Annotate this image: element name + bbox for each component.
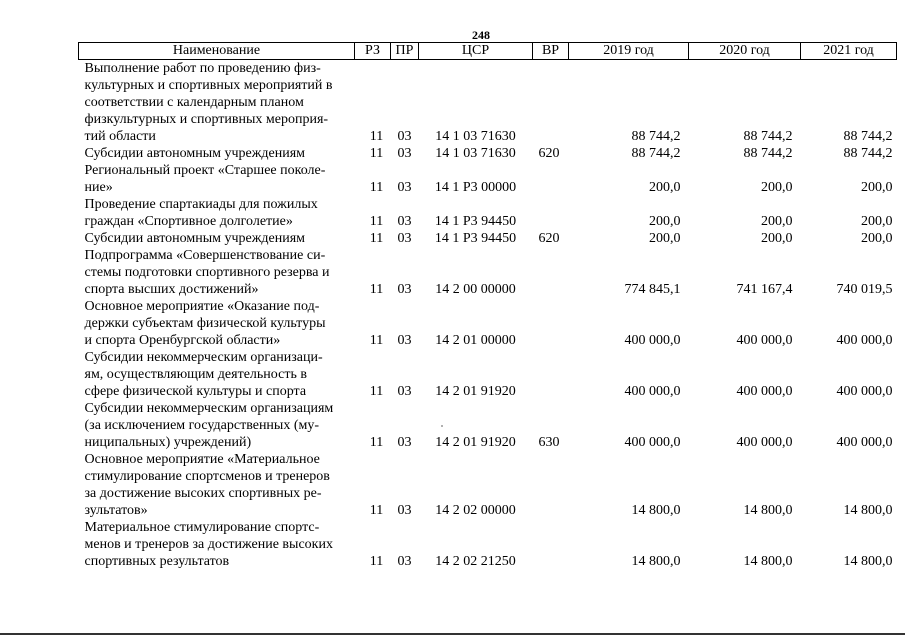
cell-rz: 11 (369, 214, 384, 229)
cell-y2021: 200,0 (861, 214, 893, 229)
cell-pr: 03 (397, 503, 412, 518)
cell-y2019: 200,0 (649, 180, 681, 195)
cell-csr: 14 2 01 91920 (435, 384, 516, 399)
cell-rz: 11 (369, 180, 384, 195)
cell-csr: 14 1 P3 94450 (434, 214, 517, 229)
cell-vr (533, 247, 569, 298)
table-row (79, 247, 897, 298)
cell-rz: 11 (369, 129, 384, 144)
cell-rz: 11 (369, 384, 384, 399)
cell-csr: 14 1 03 71630 (435, 129, 516, 144)
cell-y2021: 200,0 (861, 231, 893, 246)
cell-vr (533, 349, 569, 400)
cell-y2019: 200,0 (649, 214, 681, 229)
header-2019: 2019 год (569, 43, 689, 60)
row-name (79, 298, 355, 349)
cell-csr: 14 2 02 00000 (435, 503, 516, 518)
cell-y2020: 400 000,0 (736, 435, 793, 450)
row-name-line: стимулирование спортсменов и тренеров (84, 469, 330, 484)
table-row (79, 298, 897, 349)
row-name-line: держки субъектам физической культуры (84, 316, 326, 331)
cell-rz: 11 (369, 503, 384, 518)
cell-pr: 03 (397, 231, 412, 246)
cell-rz: 11 (369, 554, 384, 569)
page-number: 248 (472, 28, 490, 42)
cell-rz: 11 (369, 282, 384, 297)
row-name-line: стемы подготовки спортивного резерва и (84, 265, 330, 280)
cell-vr (533, 451, 569, 519)
cell-y2020: 14 800,0 (743, 554, 793, 569)
page-bottom-rule (0, 633, 905, 635)
row-name-line: Субсидии автономным учреждениям (84, 146, 306, 161)
cell-y2019: 14 800,0 (631, 503, 681, 518)
row-name (79, 247, 355, 298)
cell-csr: 14 1 03 71630 (435, 146, 516, 161)
row-name-line: тий области (84, 129, 156, 144)
table-row (79, 145, 897, 162)
row-name-line: менов и тренеров за достижение высоких (84, 537, 333, 552)
cell-vr: 620 (538, 231, 560, 246)
cell-rz: 11 (369, 231, 384, 246)
table-row (79, 230, 897, 247)
header-2020: 2020 год (689, 43, 801, 60)
table-row (79, 519, 897, 570)
cell-y2020: 400 000,0 (736, 384, 793, 399)
row-name-line: сфере физической культуры и спорта (84, 384, 307, 399)
row-name (79, 230, 355, 247)
cell-y2019: 88 744,2 (631, 129, 681, 144)
row-name (79, 519, 355, 570)
row-name-line: зультатов» (84, 503, 148, 518)
cell-y2020: 14 800,0 (743, 503, 793, 518)
cell-y2021: 400 000,0 (836, 333, 893, 348)
row-name-line: и спорта Оренбургской области» (84, 333, 281, 348)
cell-csr: 14 2 02 21250 (435, 554, 516, 569)
table-row (79, 400, 897, 451)
table-body (79, 60, 897, 571)
cell-csr: 14 2 01 00000 (435, 333, 516, 348)
cell-y2019: 774 845,1 (624, 282, 681, 297)
row-name (79, 400, 355, 451)
cell-y2020: 88 744,2 (743, 129, 793, 144)
cell-y2021: 88 744,2 (843, 146, 893, 161)
row-name-line: спортивных результатов (84, 554, 230, 569)
row-name-line: ние» (84, 180, 113, 195)
cell-csr: 14 2 00 00000 (435, 282, 516, 297)
cell-vr: 630 (538, 435, 560, 450)
row-name-line: Проведение спартакиады для пожилых (84, 197, 318, 212)
cell-y2019: 400 000,0 (624, 333, 681, 348)
row-name-line: Субсидии некоммерческим организаци- (84, 350, 323, 365)
cell-pr: 03 (397, 282, 412, 297)
cell-pr: 03 (397, 146, 412, 161)
cell-y2019: 14 800,0 (631, 554, 681, 569)
row-name-line: Субсидии некоммерческим организациям (84, 401, 334, 416)
row-name (79, 451, 355, 519)
header-csr: ЦСР (419, 43, 533, 60)
cell-y2020: 200,0 (761, 231, 793, 246)
cell-csr: 14 1 P3 94450 (434, 231, 517, 246)
table-row (79, 196, 897, 230)
cell-pr: 03 (397, 384, 412, 399)
cell-y2019: 400 000,0 (624, 435, 681, 450)
row-name-line: Материальное стимулирование спортс- (84, 520, 320, 535)
row-name-line: Основное мероприятие «Оказание под- (84, 299, 320, 314)
cell-y2021: 14 800,0 (843, 503, 893, 518)
cell-pr: 03 (397, 333, 412, 348)
cell-y2020: 200,0 (761, 214, 793, 229)
cell-y2019: 200,0 (649, 231, 681, 246)
cell-y2021: 740 019,5 (836, 282, 893, 297)
cell-vr (533, 162, 569, 196)
table-row (79, 162, 897, 196)
cell-y2019: 400 000,0 (624, 384, 681, 399)
cell-rz: 11 (369, 146, 384, 161)
row-name-line: (за исключением государственных (му- (84, 418, 320, 433)
cell-pr: 03 (397, 554, 412, 569)
cell-pr: 03 (397, 214, 412, 229)
cell-csr: 14 2 01 91920 (435, 435, 516, 450)
header-name: Наименование (79, 43, 355, 60)
row-name-line: Подпрограмма «Совершенствование си- (84, 248, 326, 263)
row-name (79, 162, 355, 196)
cell-y2020: 88 744,2 (743, 146, 793, 161)
cell-rz: 11 (369, 435, 384, 450)
row-name (79, 349, 355, 400)
cell-y2020: 400 000,0 (736, 333, 793, 348)
row-name-line: культурных и спортивных мероприятий в (84, 78, 333, 93)
header-rz: РЗ (355, 43, 391, 60)
row-name (79, 60, 355, 146)
cell-vr: 620 (538, 146, 560, 161)
cell-pr: 03 (397, 129, 412, 144)
cell-y2021: 14 800,0 (843, 554, 893, 569)
header-2021: 2021 год (801, 43, 897, 60)
cell-y2020: 200,0 (761, 180, 793, 195)
cell-y2020: 741 167,4 (736, 282, 793, 297)
cell-vr (533, 298, 569, 349)
header-vr: ВР (533, 43, 569, 60)
row-name-line: Субсидии автономным учреждениям (84, 231, 306, 246)
cell-y2021: 88 744,2 (843, 129, 893, 144)
cell-y2021: 400 000,0 (836, 384, 893, 399)
cell-rz: 11 (369, 333, 384, 348)
row-name (79, 145, 355, 162)
scan-speck (441, 425, 443, 427)
row-name-line: за достижение высоких спортивных ре- (84, 486, 322, 501)
header-pr: ПР (391, 43, 419, 60)
row-name-line: ниципальных) учреждений) (84, 435, 252, 450)
cell-y2021: 200,0 (861, 180, 893, 195)
budget-table (78, 42, 897, 570)
row-name-line: ям, осуществляющим деятельность в (84, 367, 307, 382)
row-name-line: соответствии с календарным планом (84, 95, 304, 110)
row-name-line: Основное мероприятие «Материальное (84, 452, 320, 467)
row-name-line: физкультурных и спортивных мероприя- (84, 112, 329, 127)
row-name (79, 196, 355, 230)
row-name-line: Выполнение работ по проведению физ- (84, 61, 321, 76)
cell-vr (533, 519, 569, 570)
cell-vr (533, 60, 569, 146)
row-name-line: граждан «Спортивное долголетие» (84, 214, 293, 229)
cell-y2019: 88 744,2 (631, 146, 681, 161)
cell-y2021: 400 000,0 (836, 435, 893, 450)
table-header-row (79, 43, 897, 60)
cell-vr (533, 196, 569, 230)
row-name-line: спорта высших достижений» (84, 282, 259, 297)
cell-pr: 03 (397, 180, 412, 195)
table-row (79, 60, 897, 146)
table-row (79, 349, 897, 400)
cell-pr: 03 (397, 435, 412, 450)
cell-csr: 14 1 P3 00000 (434, 180, 517, 195)
table-row (79, 451, 897, 519)
row-name-line: Региональный проект «Старшее поколе- (84, 163, 326, 178)
